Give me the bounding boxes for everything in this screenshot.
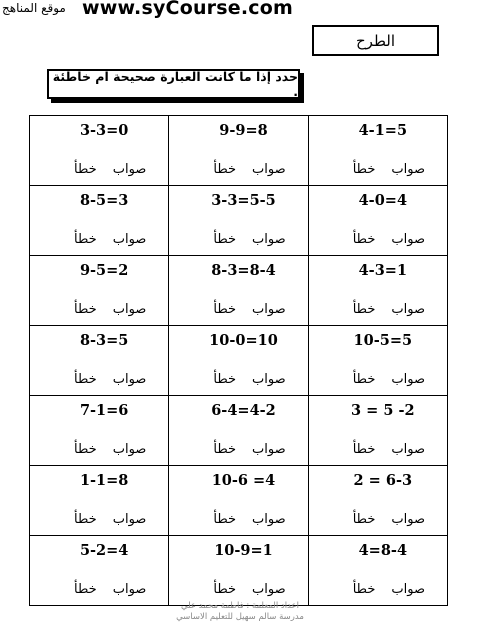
footer-teacher: اعداد المعلمة : فاطمة محمد علي	[181, 601, 299, 611]
answer-options	[309, 442, 447, 457]
equation: 10-5=5	[353, 332, 413, 349]
answer-options	[30, 512, 168, 527]
answer-options	[169, 162, 307, 177]
option-true[interactable]: صواب	[391, 232, 425, 247]
option-false[interactable]: خطأ	[213, 162, 237, 177]
answer-options	[169, 582, 307, 597]
exercise-cell	[30, 116, 169, 186]
option-true[interactable]: صواب	[252, 582, 286, 597]
option-false[interactable]: خطأ	[213, 232, 237, 247]
option-false[interactable]: خطأ	[74, 372, 97, 387]
answer-options	[169, 512, 307, 527]
option-false[interactable]: خطأ	[352, 442, 376, 457]
equation: 10-6 =4	[211, 472, 276, 489]
answer-options	[30, 582, 168, 597]
answer-options	[30, 372, 168, 387]
equation: 4=8-4	[358, 542, 408, 559]
equation: 8-5=3	[79, 192, 129, 209]
exercise-cell	[30, 186, 169, 256]
exercise-cell	[30, 466, 169, 536]
answer-options	[309, 232, 447, 247]
exercise-cell	[169, 326, 308, 396]
site-name: موقع المناهج	[2, 1, 66, 15]
option-true[interactable]: صواب	[252, 302, 286, 317]
equation: 3 = 5 -2	[351, 402, 415, 419]
option-false[interactable]: خطأ	[352, 582, 376, 597]
answer-options	[169, 232, 307, 247]
option-false[interactable]: خطأ	[213, 582, 237, 597]
option-false[interactable]: خطأ	[74, 582, 97, 597]
exercise-cell	[309, 396, 448, 466]
exercise-cell	[30, 326, 169, 396]
option-false[interactable]: خطأ	[352, 302, 376, 317]
option-true[interactable]: صواب	[391, 442, 425, 457]
option-false[interactable]: خطأ	[352, 162, 376, 177]
exercise-cell	[309, 186, 448, 256]
exercise-cell	[169, 116, 308, 186]
option-true[interactable]: صواب	[252, 512, 286, 527]
exercise-cell	[169, 466, 308, 536]
equation: 4-3=1	[358, 262, 408, 279]
answer-options	[169, 442, 307, 457]
equation: 9-9=8	[219, 122, 268, 139]
page-header	[0, 0, 480, 22]
option-false[interactable]: خطأ	[352, 232, 376, 247]
lesson-title: الطرح	[312, 25, 439, 56]
equation: 3-3=0	[79, 122, 129, 139]
answer-options	[309, 162, 447, 177]
instruction-box: حدد إذا ما كانت العبارة صحيحة ام خاطئة .	[47, 69, 300, 99]
equation: 2 = 6-3	[353, 472, 413, 489]
exercise-cell	[169, 536, 308, 606]
equation: 10-0=10	[209, 332, 278, 349]
option-true[interactable]: صواب	[252, 442, 286, 457]
answer-options	[30, 302, 168, 317]
answer-options	[30, 162, 168, 177]
answer-options	[169, 372, 307, 387]
option-true[interactable]: صواب	[252, 372, 286, 387]
answer-options	[30, 232, 168, 247]
option-false[interactable]: خطأ	[74, 302, 97, 317]
answer-options	[30, 442, 168, 457]
option-true[interactable]: صواب	[112, 512, 147, 527]
option-true[interactable]: صواب	[391, 512, 425, 527]
exercise-cell	[169, 256, 308, 326]
answer-options	[309, 512, 447, 527]
exercise-cell	[30, 536, 169, 606]
exercise-cell	[30, 256, 169, 326]
equation: 4-0=4	[358, 192, 408, 209]
option-false[interactable]: خطأ	[213, 442, 237, 457]
option-true[interactable]: صواب	[391, 372, 425, 387]
option-true[interactable]: صواب	[112, 442, 147, 457]
option-true[interactable]: صواب	[112, 232, 147, 247]
option-false[interactable]: خطأ	[74, 512, 97, 527]
exercise-cell	[309, 326, 448, 396]
exercise-cell	[30, 396, 169, 466]
equation: 7-1=6	[79, 402, 129, 419]
option-false[interactable]: خطأ	[74, 162, 97, 177]
option-false[interactable]: خطأ	[352, 372, 376, 387]
exercise-cell	[309, 116, 448, 186]
option-true[interactable]: صواب	[112, 582, 147, 597]
answer-options	[309, 302, 447, 317]
option-true[interactable]: صواب	[112, 302, 147, 317]
exercise-cell	[169, 396, 308, 466]
site-url[interactable]: www.syCourse.com	[82, 0, 293, 19]
exercise-cell	[169, 186, 308, 256]
option-true[interactable]: صواب	[391, 162, 425, 177]
option-true[interactable]: صواب	[252, 162, 286, 177]
option-false[interactable]: خطأ	[74, 442, 97, 457]
exercise-grid	[29, 115, 448, 606]
option-false[interactable]: خطأ	[213, 372, 237, 387]
exercise-cell	[309, 256, 448, 326]
option-true[interactable]: صواب	[112, 372, 147, 387]
option-true[interactable]: صواب	[112, 162, 147, 177]
option-false[interactable]: خطأ	[74, 232, 97, 247]
answer-options	[169, 302, 307, 317]
option-false[interactable]: خطأ	[213, 302, 237, 317]
exercise-cell	[309, 466, 448, 536]
equation: 4-1=5	[358, 122, 408, 139]
equation: 10-9=1	[214, 542, 273, 559]
option-true[interactable]: صواب	[391, 302, 425, 317]
equation: 8-3=5	[79, 332, 129, 349]
option-false[interactable]: خطأ	[352, 512, 376, 527]
exercise-cell	[309, 536, 448, 606]
equation: 8-3=8-4	[211, 262, 276, 279]
option-true[interactable]: صواب	[391, 582, 425, 597]
footer-school: مدرسة سالم سهيل للتعليم الاساسي	[176, 612, 304, 622]
option-true[interactable]: صواب	[252, 232, 286, 247]
equation: 1-1=8	[79, 472, 129, 489]
answer-options	[309, 372, 447, 387]
equation: 5-2=4	[79, 542, 129, 559]
option-false[interactable]: خطأ	[213, 512, 237, 527]
equation: 3-3=5-5	[211, 192, 276, 209]
equation: 9-5=2	[79, 262, 129, 279]
equation: 6-4=4-2	[211, 402, 276, 419]
answer-options	[309, 582, 447, 597]
